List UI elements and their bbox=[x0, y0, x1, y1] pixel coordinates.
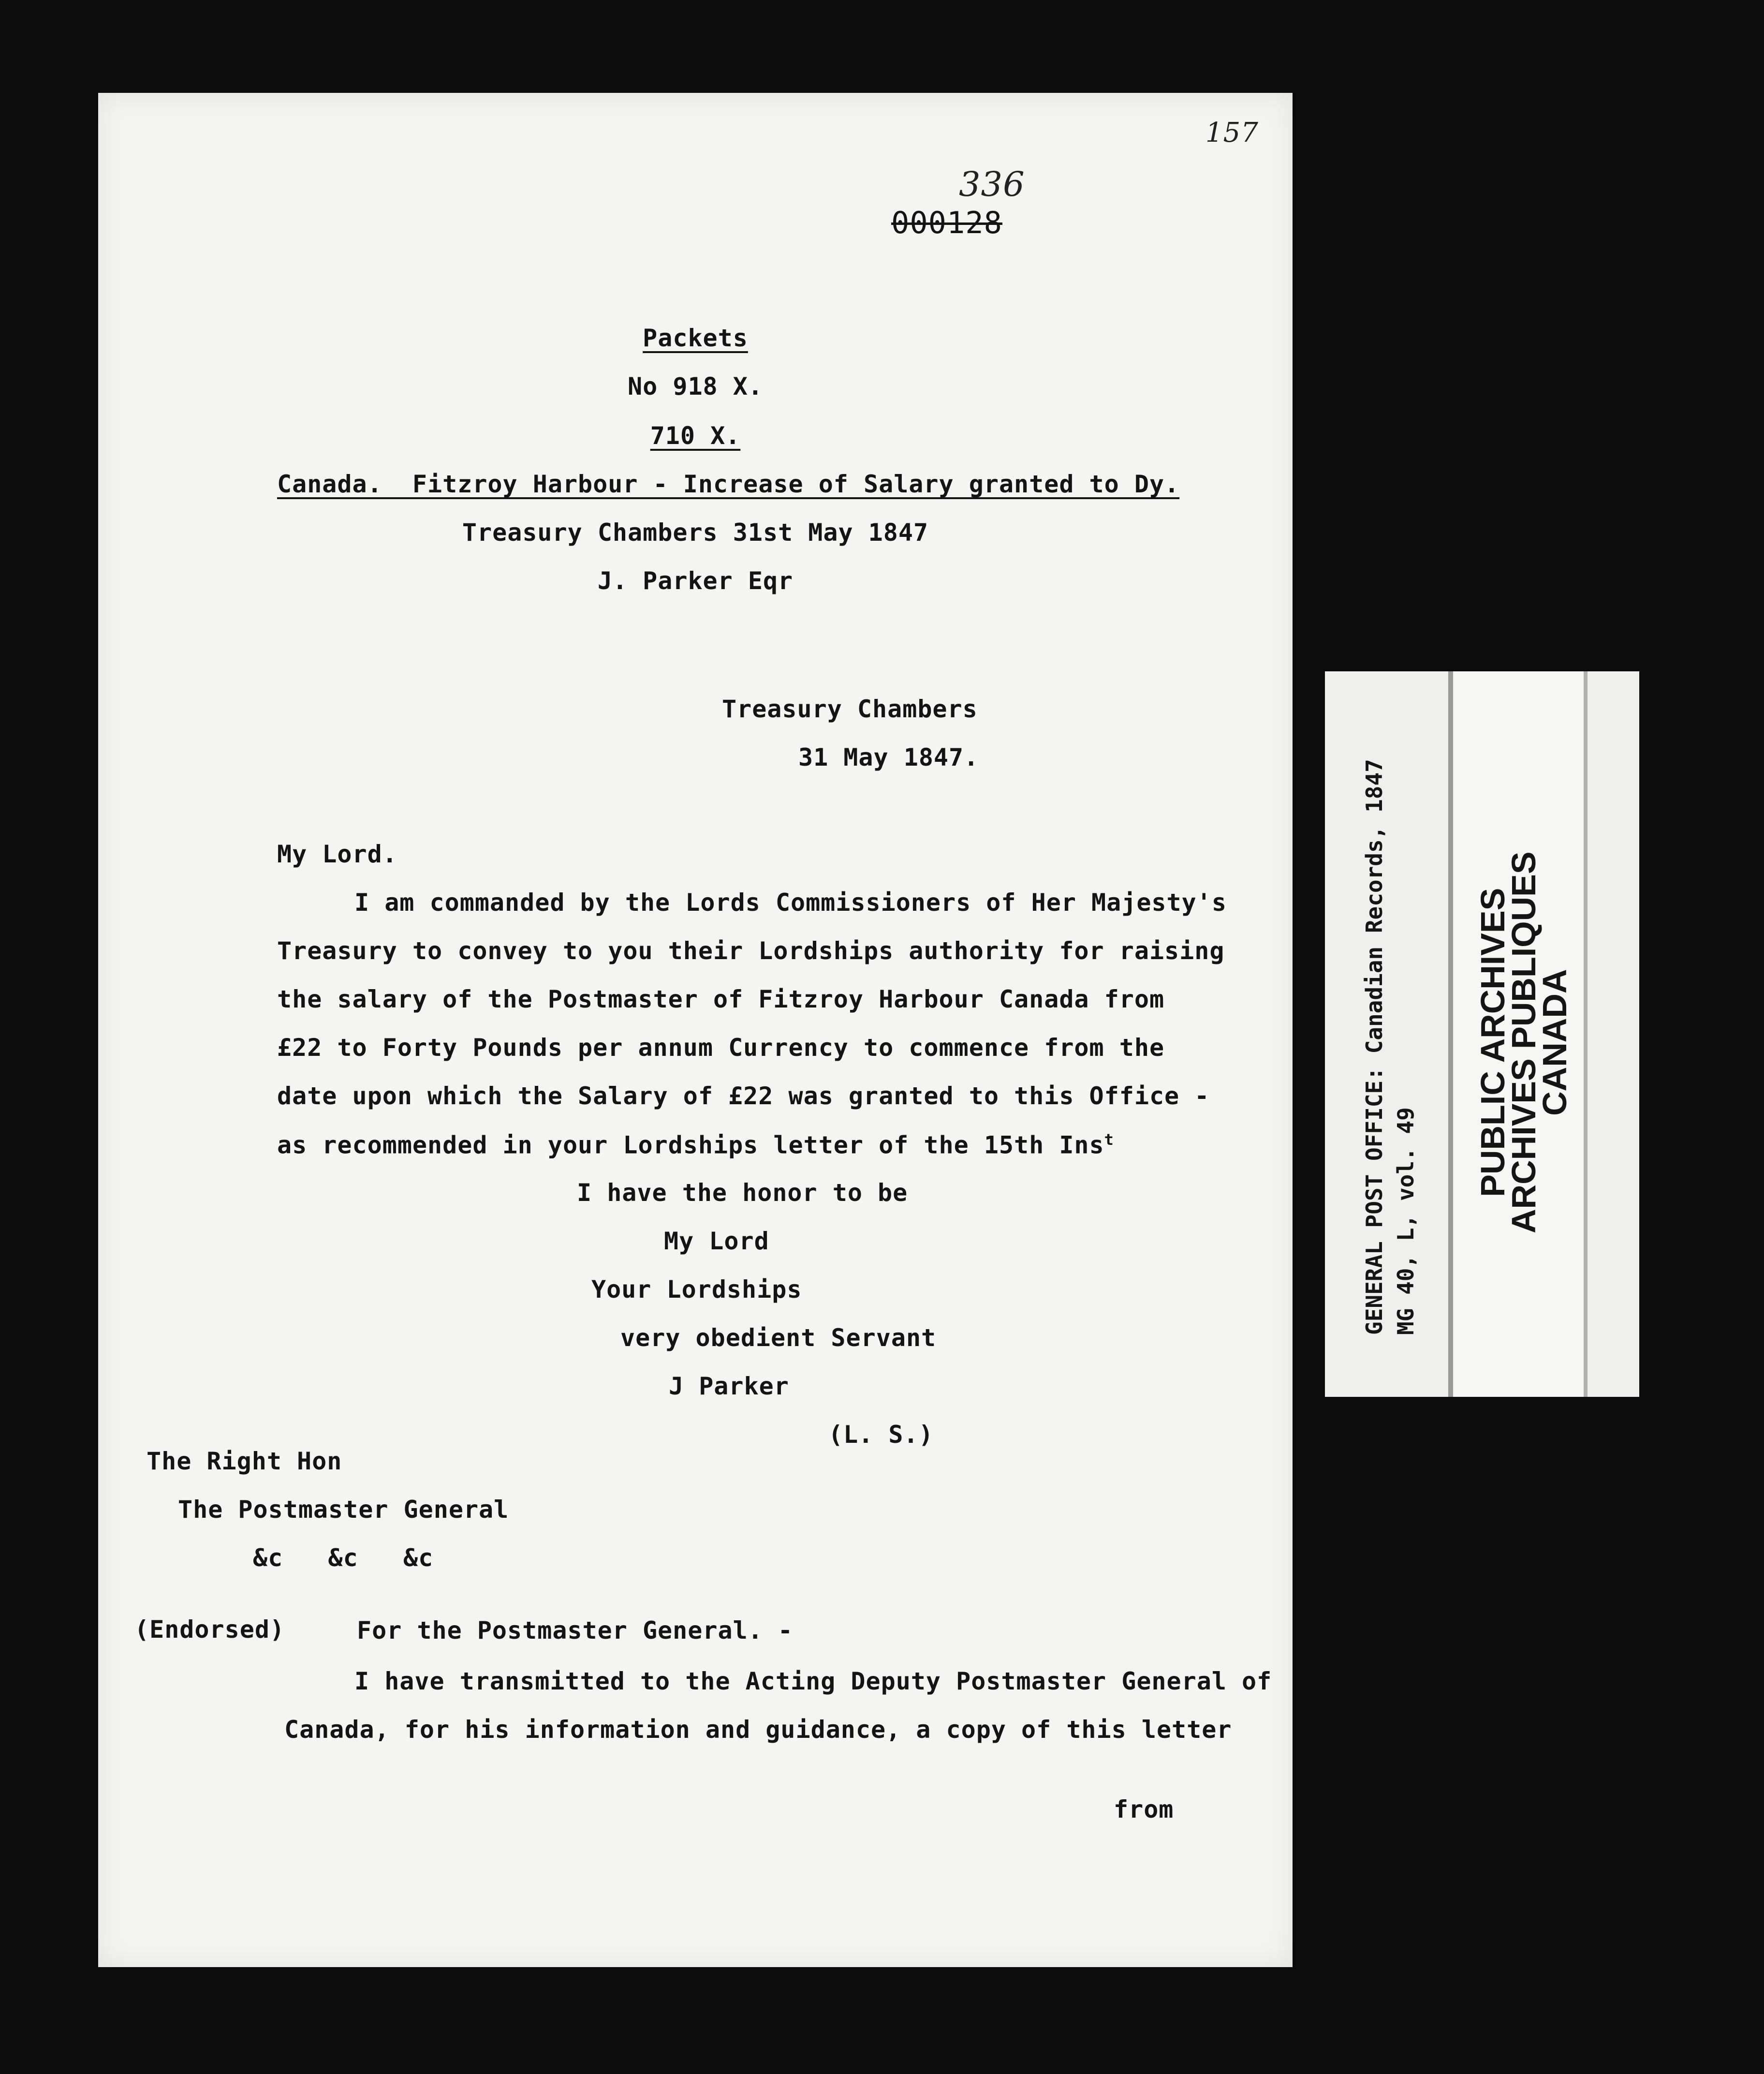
closing-3: Your Lordships bbox=[591, 1275, 802, 1304]
archive-number: 336 bbox=[959, 164, 1025, 204]
stamp-line-2: ARCHIVES PUBLIQUES bbox=[1505, 851, 1543, 1233]
body-line-6-superscript: t bbox=[1104, 1130, 1114, 1149]
endorsed-line-1: I have transmitted to the Acting Deputy Postmaster General of bbox=[354, 1667, 1272, 1695]
endorsed-to: For the Postmaster General. - bbox=[357, 1616, 793, 1644]
stamp-line-1: PUBLIC ARCHIVES bbox=[1474, 888, 1512, 1197]
body-line-1: I am commanded by the Lords Commissioners of Her Majesty's bbox=[354, 889, 1227, 917]
folio-number: 157 bbox=[1205, 117, 1259, 148]
recipient-3: &c &c &c bbox=[253, 1544, 434, 1572]
body-line-6-wrap bbox=[277, 1130, 1114, 1159]
closing-1: I have the honor to be bbox=[577, 1179, 908, 1207]
body-line-3: the salary of the Postmaster of Fitzroy Harbour Canada from bbox=[277, 985, 1165, 1013]
body-line-4: £22 to Forty Pounds per annum Currency to commence from the bbox=[277, 1034, 1165, 1062]
body-line-6: as recommended in your Lordships letter of the 15th Ins bbox=[277, 1131, 1104, 1159]
stamp-line-3: CANADA bbox=[1536, 969, 1573, 1116]
body-line-5: date upon which the Salary of £22 was granted to this Office - bbox=[277, 1082, 1210, 1110]
seal-mark: (L. S.) bbox=[828, 1421, 934, 1449]
number-2: 710 X. bbox=[650, 422, 741, 450]
label-fold bbox=[1448, 671, 1453, 1397]
endorsed-label: (Endorsed) bbox=[134, 1615, 285, 1644]
label-fold-2 bbox=[1584, 671, 1588, 1397]
summary-from: J. Parker Eqr bbox=[597, 567, 794, 595]
recipient-1: The Right Hon bbox=[147, 1447, 342, 1475]
summary-place-date: Treasury Chambers 31st May 1847 bbox=[462, 518, 929, 547]
archive-stamp bbox=[1474, 851, 1573, 1233]
signature-name: J Parker bbox=[669, 1372, 789, 1400]
label-line-2: MG 40, L, vol. 49 bbox=[1393, 1107, 1419, 1335]
heading: Packets bbox=[643, 324, 748, 352]
closing-2: My Lord bbox=[664, 1227, 769, 1255]
salutation: My Lord. bbox=[277, 840, 397, 868]
subject-line: Canada. Fitzroy Harbour - Increase of Salary granted to Dy. bbox=[277, 470, 1180, 498]
body-line-2: Treasury to convey to you their Lordships authority for raising bbox=[277, 937, 1225, 965]
catchword: from bbox=[1114, 1795, 1174, 1823]
document-page bbox=[98, 93, 1293, 1967]
number-1: No 918 X. bbox=[628, 372, 763, 400]
recipient-2: The Postmaster General bbox=[178, 1496, 509, 1524]
document-text bbox=[98, 93, 1293, 1967]
label-line-1: GENERAL POST OFFICE: Canadian Records, 1847 bbox=[1361, 759, 1387, 1335]
old-number: 000128 bbox=[891, 205, 1002, 240]
closing-4: very obedient Servant bbox=[620, 1324, 937, 1352]
address-date: 31 May 1847. bbox=[798, 743, 979, 771]
endorsed-line-2: Canada, for his information and guidance, a copy of this letter bbox=[284, 1716, 1232, 1744]
address-place: Treasury Chambers bbox=[722, 695, 978, 723]
